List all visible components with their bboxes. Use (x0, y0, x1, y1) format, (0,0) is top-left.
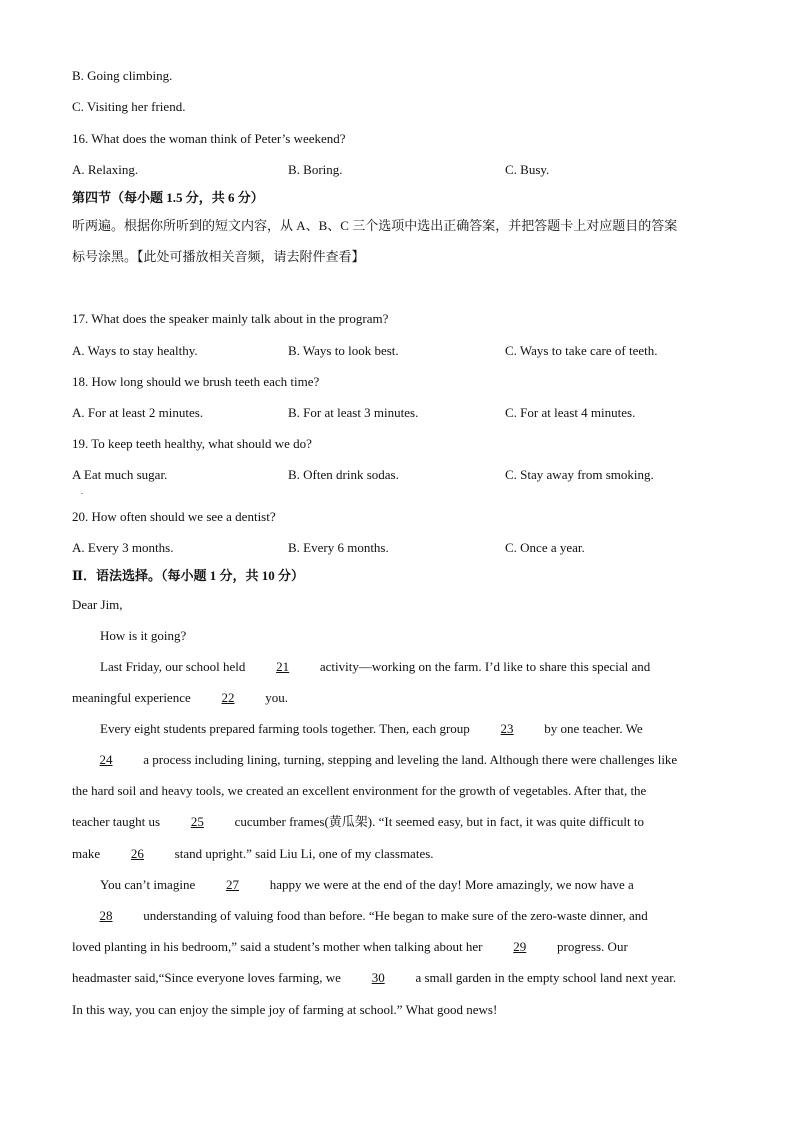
q15-option-c: C. Visiting her friend. (72, 99, 186, 114)
q18-option-b: B. For at least 3 minutes. (288, 405, 419, 420)
letter-p3-line5 (72, 845, 434, 863)
text-segment: activity—working on the farm. I’d like to share this special and (316, 659, 651, 674)
text-segment: You can’t imagine (100, 877, 199, 892)
text-segment: Last Friday, our school held (100, 659, 249, 674)
text-segment: teacher taught us (72, 814, 164, 829)
q19-question: 19. To keep teeth healthy, what should we do? (72, 436, 312, 451)
text-segment: you. (262, 690, 288, 705)
q17-option-b: B. Ways to look best. (288, 343, 399, 358)
q16-question: 16. What does the woman think of Peter’s weekend? (72, 131, 346, 146)
q17-option-c: C. Ways to take care of teeth. (505, 343, 658, 358)
blank-25[interactable]: 25 (190, 814, 204, 829)
grammar-section-title: Ⅱ．语法选择。（每小题 1 分，共 10 分） (72, 568, 304, 583)
blank-29[interactable]: 29 (513, 939, 527, 954)
q20-option-b: B. Every 6 months. (288, 540, 389, 555)
blank-23[interactable]: 23 (500, 721, 514, 736)
letter-p3-line1 (100, 720, 643, 738)
q20-question: 20. How often should we see a dentist? (72, 509, 276, 524)
letter-p3-line4 (72, 813, 644, 831)
text-segment: cucumber frames(黄瓜架). “It seemed easy, but in fact, it was quite difficult to (231, 814, 644, 829)
blank-21[interactable]: 21 (276, 659, 290, 674)
text-segment: a small garden in the empty school land next year. (412, 970, 677, 985)
blank-22[interactable]: 22 (221, 690, 235, 705)
q18-option-a: A. For at least 2 minutes. (72, 405, 204, 420)
q16-option-a: A. Relaxing. (72, 162, 139, 177)
text-segment: progress. Our (553, 939, 628, 954)
letter-salutation: Dear Jim, (72, 597, 123, 612)
section4-instruction-line2: 标号涂黑。【此处可播放相关音频，请去附件查看】 (72, 249, 365, 264)
q19-option-a: A Eat much sugar. (72, 467, 168, 482)
q19-option-c: C. Stay away from smoking. (505, 467, 654, 482)
q20-option-a: A. Every 3 months. (72, 540, 174, 555)
letter-p4-line3 (72, 938, 628, 956)
blank-30[interactable]: 30 (371, 970, 385, 985)
blank-24[interactable]: 24 (99, 752, 113, 767)
letter-p4-line4 (72, 969, 676, 987)
text-segment: loved planting in his bedroom,” said a student’s mother when talking about her (72, 939, 486, 954)
blank-27[interactable]: 27 (225, 877, 239, 892)
letter-p4-line1 (100, 876, 634, 894)
text-segment: Every eight students prepared farming tools together. Then, each group (100, 721, 474, 736)
q20-option-c: C. Once a year. (505, 540, 585, 555)
letter-p2-line1 (100, 658, 650, 676)
text-segment: by one teacher. We (541, 721, 643, 736)
text-segment: headmaster said,“Since everyone loves farming, we (72, 970, 345, 985)
q19-dot-mark: . (81, 487, 83, 496)
letter-p3-line2 (72, 751, 677, 769)
text-segment: meaningful experience (72, 690, 194, 705)
letter-p4-line2 (72, 907, 648, 925)
q18-question: 18. How long should we brush teeth each time? (72, 374, 320, 389)
section4-title: 第四节（每小题 1.5 分，共 6 分） (72, 190, 264, 205)
text-segment: a process including lining, turning, stepping and leveling the land. Although there were challenges like (140, 752, 678, 767)
q19-option-b: B. Often drink sodas. (288, 467, 399, 482)
letter-p2-line2 (72, 689, 288, 707)
q16-option-c: C. Busy. (505, 162, 550, 177)
letter-p4-line5: In this way, you can enjoy the simple joy of farming at school.” What good news! (72, 1002, 498, 1017)
text-segment: make (72, 846, 104, 861)
q18-option-c: C. For at least 4 minutes. (505, 405, 636, 420)
text-segment: stand upright.” said Liu Li, one of my classmates. (171, 846, 434, 861)
blank-28[interactable]: 28 (99, 908, 113, 923)
q17-question: 17. What does the speaker mainly talk about in the program? (72, 311, 389, 326)
q15-option-b: B. Going climbing. (72, 68, 173, 83)
blank-26[interactable]: 26 (130, 846, 144, 861)
q16-option-b: B. Boring. (288, 162, 343, 177)
q17-option-a: A. Ways to stay healthy. (72, 343, 198, 358)
text-segment: understanding of valuing food than before. “He began to make sure of the zero-waste dinner, and (140, 908, 648, 923)
letter-paragraph-1: How is it going? (100, 628, 187, 643)
text-segment: happy we were at the end of the day! More amazingly, we now have a (266, 877, 634, 892)
letter-p3-line3: the hard soil and heavy tools, we created an excellent environment for the growth of vegetables. After that, the (72, 783, 647, 798)
section4-instruction-line1: 听两遍。根据你所听到的短文内容，从 A、B、C 三个选项中选出正确答案，并把答题卡上对应题目的答案 (72, 218, 678, 233)
